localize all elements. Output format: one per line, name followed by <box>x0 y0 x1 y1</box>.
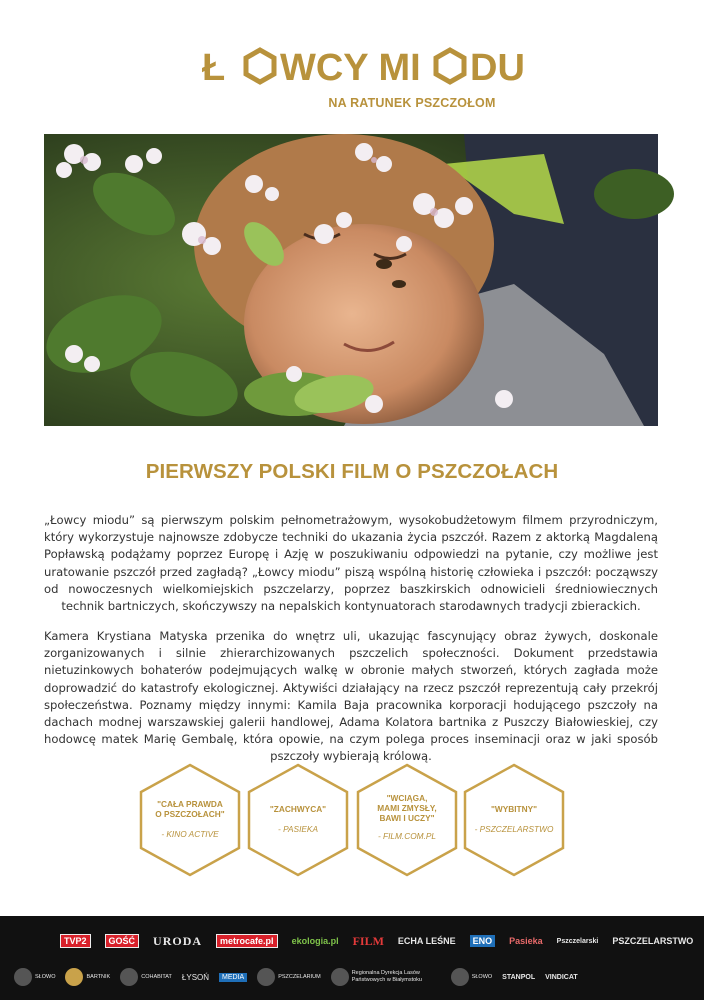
quote-text <box>148 799 232 819</box>
body-paragraph-1: „Łowcy miodu” są pierwszym polskim pełnometrażowym, wysokobudżetowym filmem przyrodniczym, który wykorzystuje najnowsze zdobycze techniki do ukazania życia pszczół. Razem z aktorką Magdaleną Popławską podążamy poprzez Europę i Azję w poszukiwaniu odpowiedzi na pytanie, czy możliwe jest uratowanie pszczół przed zagładą? „Łowcy miodu” piszą wspólną historię człowieka i pszczół: począwszy od nowoczesnych wielkomiejskich pszczelarzy, poprzez baszkirskich odnowicieli średniowiecznych technik bartniczych, skończywszy na nepalskich kontynuatorach starodawnych tradycji zbierackich. <box>44 513 658 614</box>
sponsor-label: COHABITAT <box>141 974 172 980</box>
hero-image <box>44 134 658 426</box>
sponsor-emblem-icon <box>120 968 138 986</box>
section-title: PIERWSZY POLSKI FILM O PSZCZOŁACH <box>145 460 559 483</box>
quote-source: - FILM.COM.PL <box>377 831 437 841</box>
hexagon-frame-icon <box>138 763 242 877</box>
quote-source: - PASIEKA <box>278 824 318 834</box>
sponsor-label: Regionalna Dyrekcja Lasów Państwowych w Białymstoku <box>351 970 422 983</box>
quote-source: - KINO ACTIVE <box>161 829 219 839</box>
logo-letters-left: Ł <box>202 47 226 89</box>
body-paragraph-2: Kamera Krystiana Matyska przenika do wnętrz uli, ukazując fascynujący obraz żywych, doskonale zorganizowanych i silnie zhierarchizowanych pszczelich społeczności. Dokument przedstawia nietuzinkowych bohaterów podejmujących walkę w obronie małych stworzeń, których zagłada może doprowadzić do katastrofy ekologicznej. Aktywiści działający na rzecz pszczół reprezentują cały przekrój społeczeństwa. Poznamy między innymi: Kamila Baja pracownika korporacji hodującego pszczoły na dachach modnej warszawskiej galerii handlowej, Adama Kolatora bartnika z Puszczy Białowieskiej, czy hodowcę matek Marię Gembalę, która opowie, na czym polega proces inseminacji oraz w jaki sposób pszczoły wybierają królową. <box>44 629 658 764</box>
hero-illustration <box>44 134 658 426</box>
sponsor-label: SŁOWO <box>471 974 493 980</box>
hexagon-frame-icon <box>246 763 350 877</box>
quote-text <box>256 804 340 814</box>
sponsor-logo-uroda: URODA <box>153 933 203 948</box>
quote-source: - PSZCZELARSTWO <box>474 824 554 834</box>
sponsor-logo-pszczelarski: Pszczelarski <box>556 937 599 945</box>
sponsor-label: BARTNIK <box>86 974 111 980</box>
sponsor-logo-pszczelarium <box>257 968 320 986</box>
quote-hex-1 <box>138 763 242 877</box>
quote-line: "WYBITNY" <box>490 804 538 814</box>
quote-line: "WCIĄGA, <box>386 793 428 803</box>
sponsor-footer <box>0 916 704 1000</box>
sponsor-row-1 <box>60 932 707 950</box>
sponsor-emblem-icon <box>451 968 469 986</box>
logo-letters-mid: WCY MI <box>280 47 421 89</box>
quote-line: BAWI I UCZY" <box>379 813 435 823</box>
sponsor-logo-metrocafe: metrocafe.pl <box>216 934 278 948</box>
sponsor-emblem-icon <box>14 968 32 986</box>
sponsor-logo-slowo <box>14 968 55 986</box>
logo <box>0 40 704 90</box>
sponsor-logo-cohabitat <box>120 968 172 986</box>
sponsor-logo-echa-lesne: ECHA LEŚNE <box>397 936 456 946</box>
sponsor-logo-film: FILM <box>352 933 384 948</box>
logo-subtitle-text: NA RATUNEK PSZCZOŁOM <box>328 96 496 110</box>
quote-line: "CAŁA PRAWDA <box>157 799 223 809</box>
sponsor-logo-vindicat: VINDICAT <box>545 973 578 981</box>
sponsor-logo-rdlp <box>331 968 441 986</box>
logo-hexagon-o2 <box>436 50 464 82</box>
tree-icon <box>331 968 349 986</box>
sponsor-logo-lyson: ŁYSOŃ <box>181 972 210 982</box>
sponsor-label: SŁOWO <box>35 974 56 980</box>
quote-text <box>365 793 449 823</box>
logo-graphic <box>192 40 525 90</box>
quote-line: "ZACHWYCA" <box>269 804 327 814</box>
sponsor-logo-eno: ENO <box>470 935 496 947</box>
sponsor-logo-pasieka: Pasieka <box>509 936 543 946</box>
sponsor-logo-bartnik <box>65 968 110 986</box>
logo-letters-right: DU <box>470 47 525 89</box>
quote-text <box>472 804 556 814</box>
sponsor-logo-tvp2: TVP2 <box>60 934 91 948</box>
logo-hexagon-o <box>246 50 274 82</box>
quote-hex-3 <box>355 763 459 877</box>
sponsor-logo-slowo-2 <box>451 968 492 986</box>
sponsor-logo-ekologia: ekologia.pl <box>291 936 339 946</box>
quote-line: MAMI ZMYSŁY, <box>377 803 437 813</box>
quote-hex-4 <box>462 763 566 877</box>
sponsor-logo-pszczelarstwo: PSZCZELARSTWO <box>612 936 694 946</box>
logo-subtitle <box>0 96 704 110</box>
quotes-row <box>138 763 568 877</box>
sponsor-logo-media: MEDIA <box>219 973 247 982</box>
sponsor-logo-gosc: GOŚĆ <box>105 934 140 948</box>
sponsor-label: PSZCZELARIUM <box>278 974 321 980</box>
bee-icon <box>65 968 83 986</box>
quote-hex-2 <box>246 763 350 877</box>
sponsor-row-2 <box>14 966 588 988</box>
quote-line: O PSZCZOŁACH" <box>155 809 225 819</box>
sponsor-logo-stanpol: STANPOL <box>502 973 536 981</box>
sponsor-emblem-icon <box>257 968 275 986</box>
hexagon-frame-icon <box>462 763 566 877</box>
